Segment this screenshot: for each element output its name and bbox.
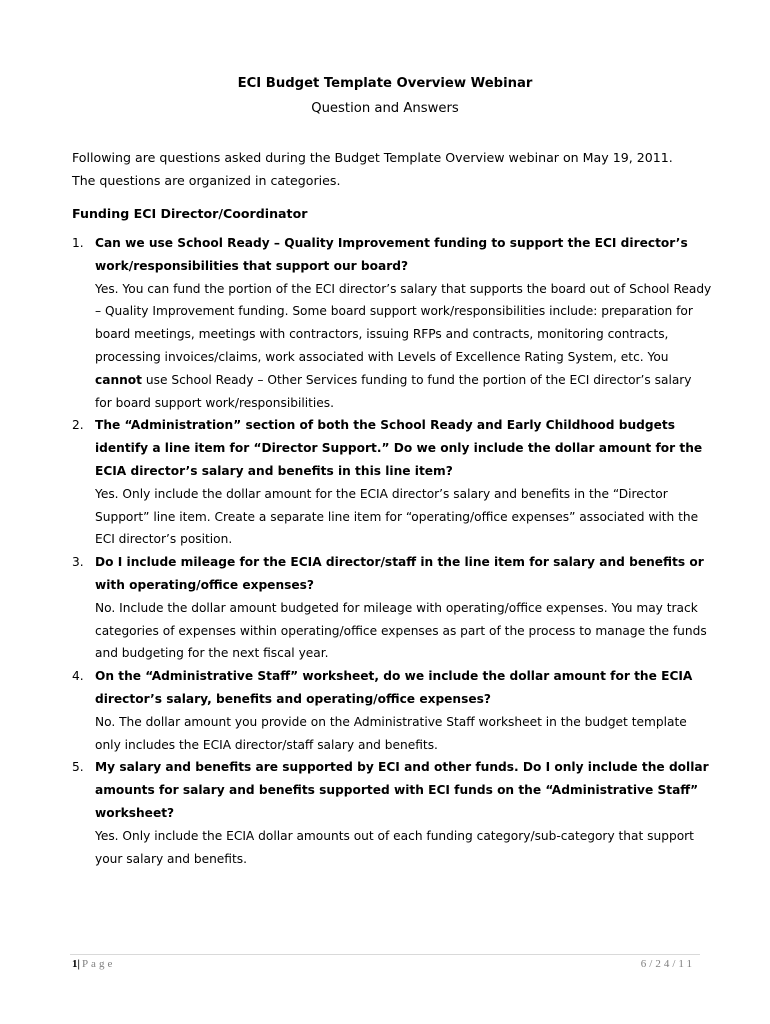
- qa-number: 4.: [72, 669, 84, 684]
- qa-number: 1.: [72, 236, 84, 250]
- qa-item-2: [72, 414, 712, 551]
- answer-text: Yes. Only include the ECIA dollar amounts out of each funding category/sub-category that support your salary and benefits.: [95, 828, 694, 866]
- answer-emphasis: cannot: [95, 372, 143, 387]
- qa-item-5: [72, 756, 712, 870]
- intro-line-2: The questions are organized in categories.: [72, 173, 341, 188]
- qa-list: [72, 232, 712, 870]
- answer-text-part: Yes. You can fund the portion of the ECI director’s salary that supports the board out of School Ready – Quality Improvement funding. Some board support work/responsibilities include: preparation for board meetings, meetings with contractors, issuing RFPs and contracts, monitoring contracts, processing invoices/claims, work associated with Levels of Excellence Rating System, etc. You: [95, 281, 712, 364]
- qa-number: 5.: [72, 760, 84, 775]
- question-text: Can we use School Ready – Quality Improvement funding to support the ECI director’s work/responsibilities that support our board?: [95, 236, 688, 273]
- intro-paragraph: [72, 146, 712, 192]
- question-text: The “Administration” section of both the School Ready and Early Childhood budgets identify a line item for “Director Support.” Do we only include the dollar amount for the ECIA director’s salary and benefits in this line item?: [95, 418, 703, 478]
- page-separator: |: [77, 958, 80, 970]
- qa-number: 2.: [72, 418, 84, 433]
- page-word: Page: [81, 958, 116, 970]
- footer-page-label: [72, 958, 115, 970]
- answer-text: [95, 278, 712, 415]
- footer-date: 6/24/11: [640, 958, 695, 970]
- qa-number: 3.: [72, 555, 84, 570]
- document-title: ECI Budget Template Overview Webinar: [237, 76, 533, 91]
- answer-text-part: use School Ready – Other Services funding to fund the portion of the ECI director’s salary for board support work/responsibilities.: [95, 372, 692, 410]
- qa-item-3: [72, 551, 712, 665]
- qa-item-4: [72, 665, 712, 756]
- page-number: 1: [72, 958, 78, 970]
- qa-item-1: [72, 232, 712, 414]
- section-heading: Funding ECI Director/Coordinator: [72, 206, 308, 221]
- footer-divider: [70, 954, 700, 955]
- answer-text: Yes. Only include the dollar amount for the ECIA director’s salary and benefits in the “Director Support” line item. Create a separate line item for “operating/office expenses” associated with the ECI director’s position.: [95, 486, 699, 547]
- answer-text: No. The dollar amount you provide on the Administrative Staff worksheet in the budget template only includes the ECIA director/staff salary and benefits.: [95, 714, 687, 752]
- intro-line-1: Following are questions asked during the Budget Template Overview webinar on May 19, 2011.: [72, 150, 673, 165]
- answer-text: No. Include the dollar amount budgeted for mileage with operating/office expenses. You may track categories of expenses within operating/office expenses as part of the process to manage the funds and budgeting for the next fiscal year.: [95, 600, 707, 661]
- document-subtitle: Question and Answers: [311, 101, 459, 116]
- question-text: Do I include mileage for the ECIA director/staff in the line item for salary and benefits or with operating/office expenses?: [95, 555, 704, 592]
- question-text: On the “Administrative Staff” worksheet, do we include the dollar amount for the ECIA director’s salary, benefits and operating/office expenses?: [95, 669, 693, 706]
- question-text: My salary and benefits are supported by ECI and other funds. Do I only include the dollar amounts for salary and benefits supported with ECI funds on the “Administrative Staff” worksheet?: [95, 760, 709, 820]
